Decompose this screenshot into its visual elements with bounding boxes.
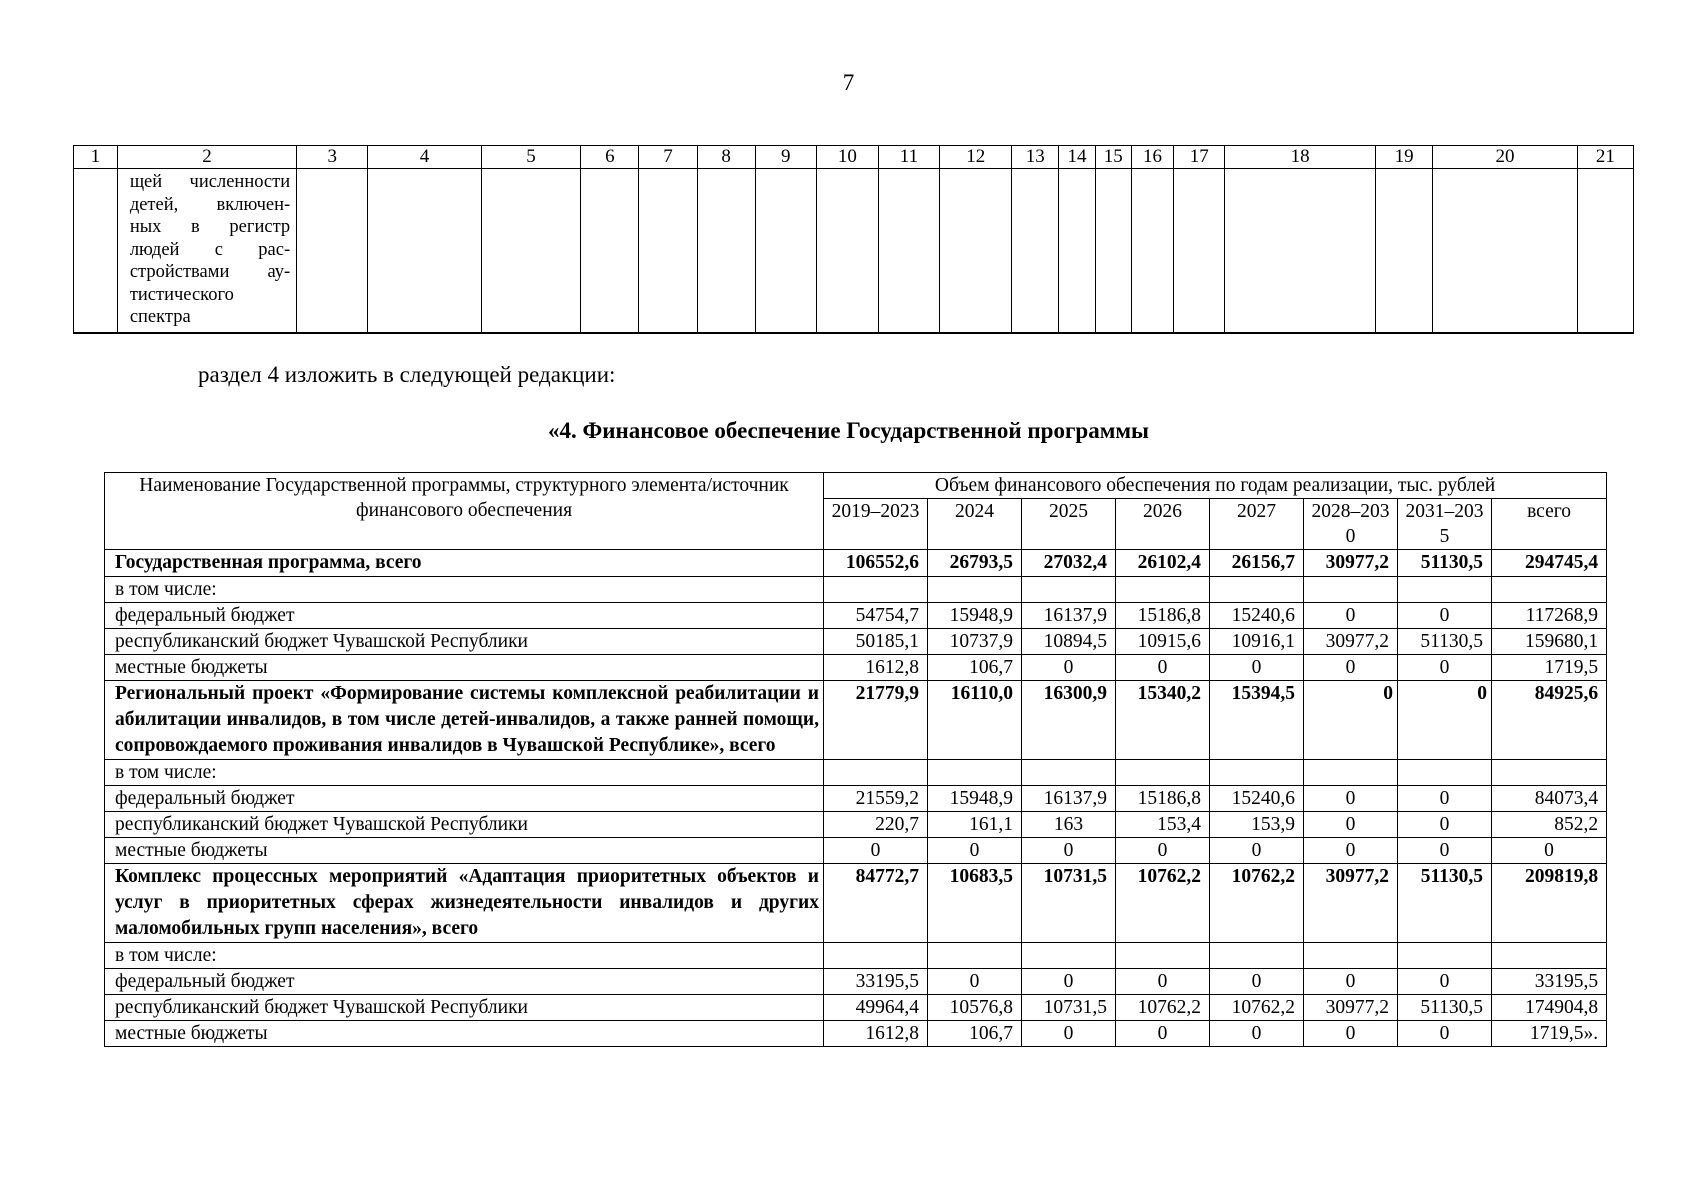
value-cell: 0 xyxy=(1210,1021,1304,1047)
table-row xyxy=(105,995,1607,1021)
value-cell xyxy=(1022,760,1116,786)
intro-text: раздел 4 изложить в следующей редакции: xyxy=(198,362,616,387)
value-cell xyxy=(1022,943,1116,969)
column-number-header: 8 xyxy=(697,146,755,169)
value-cell: 0 xyxy=(928,969,1022,995)
value-cell: 0 xyxy=(1116,969,1210,995)
value-cell: 0 xyxy=(1022,969,1116,995)
value-cell xyxy=(1398,577,1492,603)
value-cell: 0 xyxy=(1304,838,1398,864)
value-cell xyxy=(1210,577,1304,603)
value-cell xyxy=(1304,577,1398,603)
value-cell: 153,9 xyxy=(1210,812,1304,838)
value-cell: 0 xyxy=(1398,812,1492,838)
value-cell: 0 xyxy=(1022,1021,1116,1047)
value-cell: 16300,9 xyxy=(1022,681,1116,760)
value-cell: 0 xyxy=(1304,969,1398,995)
value-cell: 0 xyxy=(1022,655,1116,681)
value-cell: 0 xyxy=(1398,603,1492,629)
column-number-header: 17 xyxy=(1174,146,1225,169)
table-cell xyxy=(1095,169,1131,334)
value-cell: 15240,6 xyxy=(1210,786,1304,812)
value-cell: 852,2 xyxy=(1492,812,1607,838)
indicator-name-line: спектра xyxy=(129,307,191,327)
value-cell: 1719,5 xyxy=(1492,655,1607,681)
value-cell: 0 xyxy=(1304,655,1398,681)
continued-indicators-table xyxy=(73,145,1634,334)
column-number-header: 21 xyxy=(1577,146,1633,169)
table-cell xyxy=(1225,169,1376,334)
value-cell xyxy=(1116,943,1210,969)
value-cell: 174904,8 xyxy=(1492,995,1607,1021)
table-row xyxy=(105,603,1607,629)
value-cell: 220,7 xyxy=(824,812,928,838)
year-column-header: всего xyxy=(1492,499,1607,550)
row-label: республиканский бюджет Чувашской Республики xyxy=(105,629,824,655)
column-number-header: 19 xyxy=(1376,146,1433,169)
row-label: местные бюджеты xyxy=(105,838,824,864)
financial-support-table xyxy=(104,472,1607,1047)
value-cell: 0 xyxy=(1304,812,1398,838)
column-number-header: 10 xyxy=(816,146,878,169)
value-cell: 1612,8 xyxy=(824,1021,928,1047)
value-cell: 10762,2 xyxy=(1210,864,1304,943)
value-cell: 51130,5 xyxy=(1398,864,1492,943)
table-row xyxy=(74,169,1634,334)
column-number-header: 6 xyxy=(581,146,639,169)
value-cell: 106,7 xyxy=(928,655,1022,681)
value-cell xyxy=(928,943,1022,969)
value-cell xyxy=(824,943,928,969)
value-cell: 16137,9 xyxy=(1022,786,1116,812)
value-cell: 26156,7 xyxy=(1210,550,1304,577)
table-row xyxy=(105,786,1607,812)
table-cell xyxy=(1376,169,1433,334)
value-cell: 27032,4 xyxy=(1022,550,1116,577)
table-cell xyxy=(755,169,816,334)
value-cell: 51130,5 xyxy=(1398,550,1492,577)
indicator-name-line: тистического xyxy=(129,284,234,305)
column-number-header: 11 xyxy=(878,146,939,169)
value-cell xyxy=(824,577,928,603)
table-cell xyxy=(1174,169,1225,334)
column-number-row xyxy=(74,146,1634,169)
table-row xyxy=(105,943,1607,969)
year-column-header: 2027 xyxy=(1210,499,1304,550)
column-number-header: 20 xyxy=(1433,146,1578,169)
table-cell xyxy=(1433,169,1578,334)
value-cell: 26102,4 xyxy=(1116,550,1210,577)
column-number-header: 18 xyxy=(1225,146,1376,169)
value-cell: 21559,2 xyxy=(824,786,928,812)
value-cell: 0 xyxy=(928,838,1022,864)
value-cell: 10916,1 xyxy=(1210,629,1304,655)
indicator-name-cell xyxy=(117,169,296,334)
column-number-header: 2 xyxy=(117,146,296,169)
row-label: Государственная программа, всего xyxy=(105,550,824,577)
value-cell: 161,1 xyxy=(928,812,1022,838)
row-label: в том числе: xyxy=(105,577,824,603)
value-cell: 159680,1 xyxy=(1492,629,1607,655)
value-cell: 15186,8 xyxy=(1116,786,1210,812)
row-label: республиканский бюджет Чувашской Республики xyxy=(105,995,824,1021)
year-column-header: 2024 xyxy=(928,499,1022,550)
value-cell xyxy=(1398,760,1492,786)
value-cell: 117268,9 xyxy=(1492,603,1607,629)
value-cell: 51130,5 xyxy=(1398,629,1492,655)
fin-header-row xyxy=(105,473,1607,499)
table-row xyxy=(105,629,1607,655)
value-cell: 0 xyxy=(1210,838,1304,864)
column-number-header: 16 xyxy=(1131,146,1174,169)
value-cell: 30977,2 xyxy=(1304,629,1398,655)
table-cell xyxy=(940,169,1012,334)
value-cell: 15186,8 xyxy=(1116,603,1210,629)
year-column-header: 2026 xyxy=(1116,499,1210,550)
year-column-header: 2019–2023 xyxy=(824,499,928,550)
table-row xyxy=(105,550,1607,577)
column-number-header: 1 xyxy=(74,146,118,169)
value-cell xyxy=(928,577,1022,603)
column-number-header: 9 xyxy=(755,146,816,169)
year-column-header: 2031–2035 xyxy=(1398,499,1492,550)
value-cell xyxy=(1210,943,1304,969)
value-cell xyxy=(1492,577,1607,603)
value-cell: 15340,2 xyxy=(1116,681,1210,760)
value-cell: 0 xyxy=(1398,681,1492,760)
row-label: местные бюджеты xyxy=(105,1021,824,1047)
value-cell: 0 xyxy=(1398,655,1492,681)
table-row xyxy=(105,838,1607,864)
table-cell xyxy=(74,169,118,334)
row-label: местные бюджеты xyxy=(105,655,824,681)
value-cell: 10731,5 xyxy=(1022,995,1116,1021)
year-column-header: 2025 xyxy=(1022,499,1116,550)
value-cell: 0 xyxy=(1304,786,1398,812)
row-label: в том числе: xyxy=(105,943,824,969)
table-row xyxy=(105,681,1607,760)
value-cell: 0 xyxy=(1492,838,1607,864)
value-cell: 0 xyxy=(1022,838,1116,864)
value-cell: 15394,5 xyxy=(1210,681,1304,760)
page-number: 7 xyxy=(842,70,855,95)
table-row xyxy=(105,655,1607,681)
value-cell xyxy=(1304,760,1398,786)
value-cell: 10762,2 xyxy=(1210,995,1304,1021)
table-cell xyxy=(639,169,697,334)
row-label: федеральный бюджет xyxy=(105,969,824,995)
value-cell: 294745,4 xyxy=(1492,550,1607,577)
value-cell: 10576,8 xyxy=(928,995,1022,1021)
value-cell: 30977,2 xyxy=(1304,864,1398,943)
column-number-header: 15 xyxy=(1095,146,1131,169)
value-cell: 84925,6 xyxy=(1492,681,1607,760)
table-row xyxy=(105,760,1607,786)
table-row xyxy=(105,577,1607,603)
value-cell: 10731,5 xyxy=(1022,864,1116,943)
indicator-name-line: ных в регистр xyxy=(129,217,291,237)
value-cell xyxy=(1492,760,1607,786)
value-cell: 0 xyxy=(1398,969,1492,995)
value-cell xyxy=(1398,943,1492,969)
value-cell: 0 xyxy=(1116,1021,1210,1047)
funding-group-header: Объем финансового обеспечения по годам реализации, тыс. рублей xyxy=(824,473,1607,499)
year-column-header: 2028–2030 xyxy=(1304,499,1398,550)
value-cell: 1612,8 xyxy=(824,655,928,681)
value-cell: 0 xyxy=(1210,969,1304,995)
value-cell xyxy=(1304,943,1398,969)
value-cell: 15948,9 xyxy=(928,603,1022,629)
table-row xyxy=(105,969,1607,995)
section-title: «4. Финансовое обеспечение Государственной программы xyxy=(548,418,1149,443)
value-cell: 10894,5 xyxy=(1022,629,1116,655)
value-cell xyxy=(928,760,1022,786)
value-cell: 0 xyxy=(1304,681,1398,760)
value-cell xyxy=(1210,760,1304,786)
value-cell xyxy=(1116,577,1210,603)
indicator-name-line: щей численности xyxy=(129,172,291,192)
row-label: федеральный бюджет xyxy=(105,603,824,629)
value-cell: 54754,7 xyxy=(824,603,928,629)
value-cell: 163 xyxy=(1022,812,1116,838)
value-cell: 106552,6 xyxy=(824,550,928,577)
value-cell: 10762,2 xyxy=(1116,995,1210,1021)
value-cell: 0 xyxy=(1304,1021,1398,1047)
table-cell xyxy=(697,169,755,334)
value-cell: 16110,0 xyxy=(928,681,1022,760)
value-cell: 33195,5 xyxy=(824,969,928,995)
value-cell: 15948,9 xyxy=(928,786,1022,812)
value-cell: 84073,4 xyxy=(1492,786,1607,812)
column-number-header: 12 xyxy=(940,146,1012,169)
value-cell: 0 xyxy=(1398,786,1492,812)
value-cell xyxy=(1022,577,1116,603)
table-cell xyxy=(368,169,481,334)
value-cell xyxy=(1492,943,1607,969)
value-cell: 0 xyxy=(1398,1021,1492,1047)
row-label: федеральный бюджет xyxy=(105,786,824,812)
value-cell xyxy=(824,760,928,786)
value-cell: 10762,2 xyxy=(1116,864,1210,943)
value-cell: 15240,6 xyxy=(1210,603,1304,629)
table-row xyxy=(105,812,1607,838)
table-cell xyxy=(878,169,939,334)
value-cell: 84772,7 xyxy=(824,864,928,943)
value-cell: 0 xyxy=(1116,838,1210,864)
value-cell: 0 xyxy=(1210,655,1304,681)
table-row xyxy=(105,1021,1607,1047)
value-cell: 209819,8 xyxy=(1492,864,1607,943)
name-column-header: Наименование Государственной программы, структурного элемента/источник финансового обеспечения xyxy=(105,473,824,550)
table-cell xyxy=(1131,169,1174,334)
value-cell: 21779,9 xyxy=(824,681,928,760)
column-number-header: 4 xyxy=(368,146,481,169)
value-cell: 106,7 xyxy=(928,1021,1022,1047)
value-cell: 0 xyxy=(1304,603,1398,629)
table-cell xyxy=(481,169,581,334)
table-cell xyxy=(1577,169,1633,334)
value-cell: 30977,2 xyxy=(1304,995,1398,1021)
value-cell: 0 xyxy=(1398,838,1492,864)
value-cell: 33195,5 xyxy=(1492,969,1607,995)
row-label: Комплекс процессных мероприятий «Адаптация приоритетных объектов и услуг в приоритетных сферах жизнедеятельности инвалидов и других маломобильных групп населения», всего xyxy=(105,864,824,943)
value-cell: 0 xyxy=(1116,655,1210,681)
column-number-header: 13 xyxy=(1012,146,1059,169)
value-cell: 10683,5 xyxy=(928,864,1022,943)
column-number-header: 7 xyxy=(639,146,697,169)
row-label: в том числе: xyxy=(105,760,824,786)
indicator-name-line: людей с рас- xyxy=(129,239,291,260)
indicator-name-line: детей, включен- xyxy=(129,194,291,215)
table-cell xyxy=(816,169,878,334)
table-cell xyxy=(581,169,639,334)
row-label: республиканский бюджет Чувашской Республики xyxy=(105,812,824,838)
column-number-header: 5 xyxy=(481,146,581,169)
column-number-header: 3 xyxy=(297,146,368,169)
value-cell: 26793,5 xyxy=(928,550,1022,577)
table-cell xyxy=(1012,169,1059,334)
table-row xyxy=(105,864,1607,943)
value-cell: 50185,1 xyxy=(824,629,928,655)
row-label: Региональный проект «Формирование системы комплексной реабилитации и абилитации инвалидов, в том числе детей-инвалидов, а также ранней помощи, сопровождаемого проживания инвалидов в Чувашской Республике», всего xyxy=(105,681,824,760)
value-cell: 51130,5 xyxy=(1398,995,1492,1021)
value-cell: 0 xyxy=(824,838,928,864)
value-cell: 16137,9 xyxy=(1022,603,1116,629)
value-cell: 1719,5». xyxy=(1492,1021,1607,1047)
table-cell xyxy=(1059,169,1096,334)
value-cell xyxy=(1116,760,1210,786)
value-cell: 30977,2 xyxy=(1304,550,1398,577)
indicator-name-line: стройствами ау- xyxy=(129,262,291,282)
value-cell: 49964,4 xyxy=(824,995,928,1021)
table-cell xyxy=(297,169,368,334)
column-number-header: 14 xyxy=(1059,146,1096,169)
value-cell: 10915,6 xyxy=(1116,629,1210,655)
value-cell: 10737,9 xyxy=(928,629,1022,655)
value-cell: 153,4 xyxy=(1116,812,1210,838)
